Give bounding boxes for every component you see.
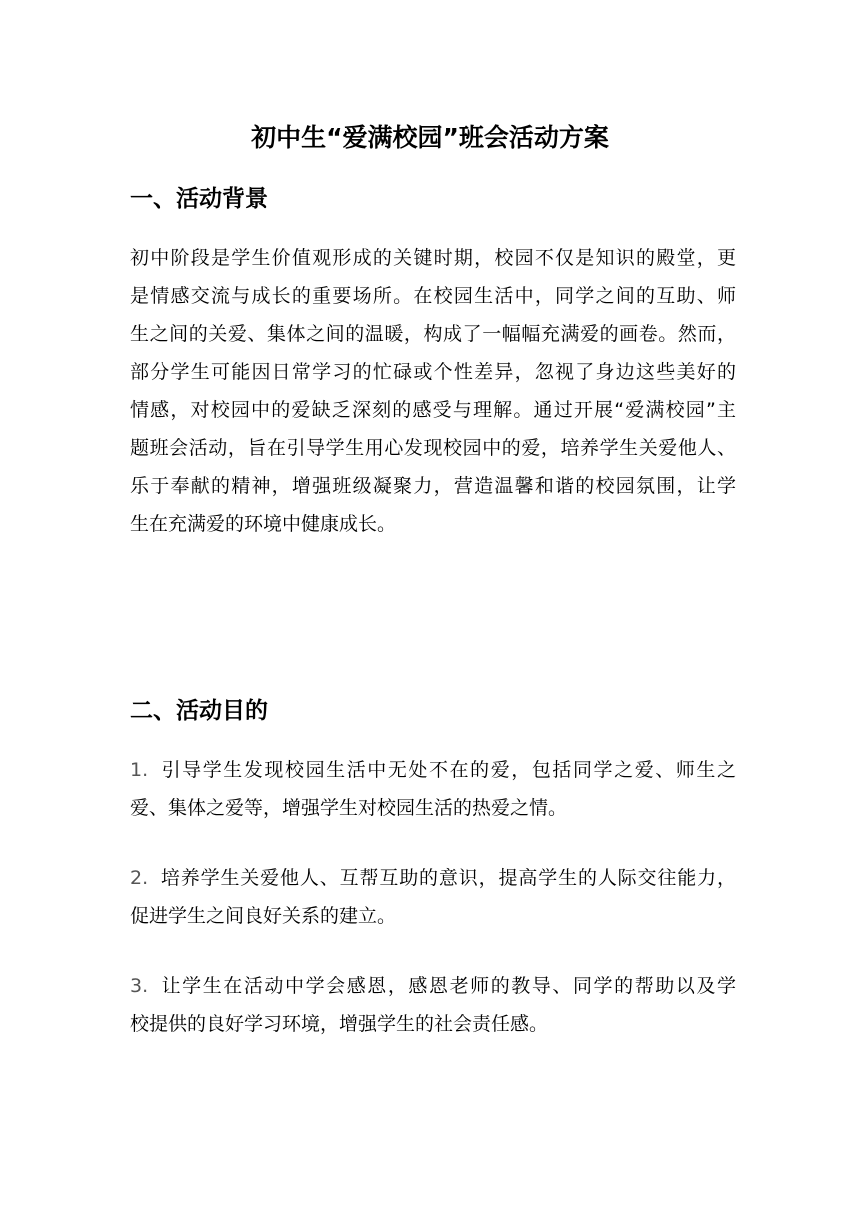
list-item-line: 校提供的良好学习环境，增强学生的社会责任感。 (130, 1013, 549, 1035)
purpose-item-3 (130, 967, 736, 1043)
purpose-item-2 (130, 859, 736, 935)
paragraph-line: 部分学生可能因日常学习的忙碌或个性差异，忽视了身边这些美好的 (130, 361, 736, 383)
purpose-item-1 (130, 751, 736, 827)
paragraph-line: 情感，对校园中的爱缺乏深刻的感受与理解。通过开展“爱满校园”主 (130, 399, 736, 421)
paragraph-line: 是情感交流与成长的重要场所。在校园生活中，同学之间的互助、师 (130, 285, 736, 307)
list-number: 2. (130, 867, 149, 889)
list-number: 1. (130, 759, 149, 781)
section-heading-purpose: 二、活动目的 (130, 698, 268, 724)
document-title: 初中生“爱满校园”班会活动方案 (251, 123, 609, 152)
list-item-text: 引导学生发现校园生活中无处不在的爱，包括同学之爱、师生之 (160, 759, 736, 781)
list-item-line (130, 967, 736, 1005)
list-item-line: 爱、集体之爱等，增强学生对校园生活的热爱之情。 (130, 797, 568, 819)
list-item-line (130, 859, 736, 897)
background-paragraph (130, 239, 736, 543)
list-item-line: 促进学生之间良好关系的建立。 (130, 905, 397, 927)
list-number: 3. (130, 975, 149, 997)
paragraph-line: 乐于奉献的精神，增强班级凝聚力，营造温馨和谐的校园氛围，让学 (130, 475, 736, 497)
paragraph-line: 题班会活动，旨在引导学生用心发现校园中的爱，培养学生关爱他人、 (130, 437, 736, 459)
list-item-text: 让学生在活动中学会感恩，感恩老师的教导、同学的帮助以及学 (160, 975, 736, 997)
section-heading-background: 一、活动背景 (130, 186, 268, 212)
paragraph-line: 生在充满爱的环境中健康成长。 (130, 513, 397, 535)
list-item-text: 培养学生关爱他人、互帮互助的意识，提高学生的人际交往能力， (160, 867, 736, 889)
paragraph-line: 生之间的关爱、集体之间的温暖，构成了一幅幅充满爱的画卷。然而， (130, 323, 736, 345)
list-item-line (130, 751, 736, 789)
paragraph-line: 初中阶段是学生价值观形成的关键时期，校园不仅是知识的殿堂，更 (130, 247, 736, 269)
